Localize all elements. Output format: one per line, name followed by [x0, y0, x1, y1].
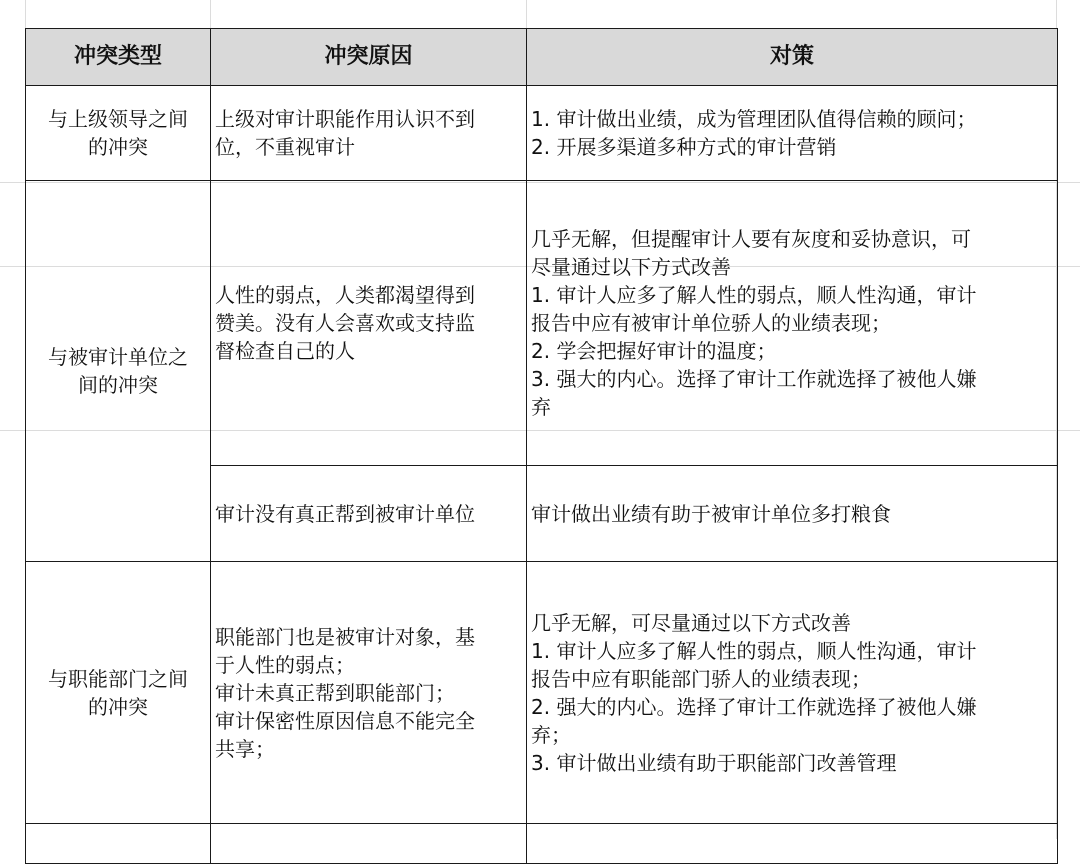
empty-cell[interactable] — [211, 824, 527, 864]
table-row — [26, 86, 1058, 181]
table-row — [26, 824, 1058, 864]
table-row — [26, 181, 1058, 466]
countermeasure-cell[interactable]: 1. 审计做出业绩，成为管理团队值得信赖的顾问； 2. 开展多渠道多种方式的审计营销 — [527, 86, 1058, 181]
empty-cell[interactable] — [26, 824, 211, 864]
conflict-reason-cell[interactable]: 审计没有真正帮到被审计单位 — [211, 466, 527, 562]
header-conflict-type[interactable]: 冲突类型 — [26, 29, 211, 86]
header-conflict-reason[interactable]: 冲突原因 — [211, 29, 527, 86]
conflict-reason-cell[interactable]: 上级对审计职能作用认识不到 位，不重视审计 — [211, 86, 527, 181]
countermeasure-cell[interactable]: 几乎无解，可尽量通过以下方式改善 1. 审计人应多了解人性的弱点，顺人性沟通，审计 报告中应有职能部门骄人的业绩表现； 2. 强大的内心。选择了审计工作就选择了被他人嫌 弃； 3. 审计做出业绩有助于职能部门改善管理 — [527, 562, 1058, 824]
conflict-table — [25, 28, 1058, 864]
conflict-reason-cell[interactable]: 人性的弱点，人类都渴望得到 赞美。没有人会喜欢或支持监 督检查自己的人 — [211, 181, 527, 466]
conflict-type-cell[interactable]: 与上级领导之间 的冲突 — [26, 86, 211, 181]
conflict-reason-cell[interactable]: 职能部门也是被审计对象，基 于人性的弱点； 审计未真正帮到职能部门； 审计保密性原因信息不能完全 共享； — [211, 562, 527, 824]
header-row — [26, 29, 1058, 86]
header-countermeasure[interactable]: 对策 — [527, 29, 1058, 86]
table-row — [26, 562, 1058, 824]
countermeasure-cell[interactable]: 几乎无解，但提醒审计人要有灰度和妥协意识，可 尽量通过以下方式改善 1. 审计人应多了解人性的弱点，顺人性沟通，审计 报告中应有被审计单位骄人的业绩表现； 2. 学会把握好审计的温度； 3. 强大的内心。选择了审计工作就选择了被他人嫌 弃 — [527, 181, 1058, 466]
countermeasure-cell[interactable]: 审计做出业绩有助于被审计单位多打粮食 — [527, 466, 1058, 562]
empty-cell[interactable] — [527, 824, 1058, 864]
conflict-type-cell[interactable]: 与被审计单位之 间的冲突 — [26, 181, 211, 562]
conflict-type-cell[interactable]: 与职能部门之间 的冲突 — [26, 562, 211, 824]
